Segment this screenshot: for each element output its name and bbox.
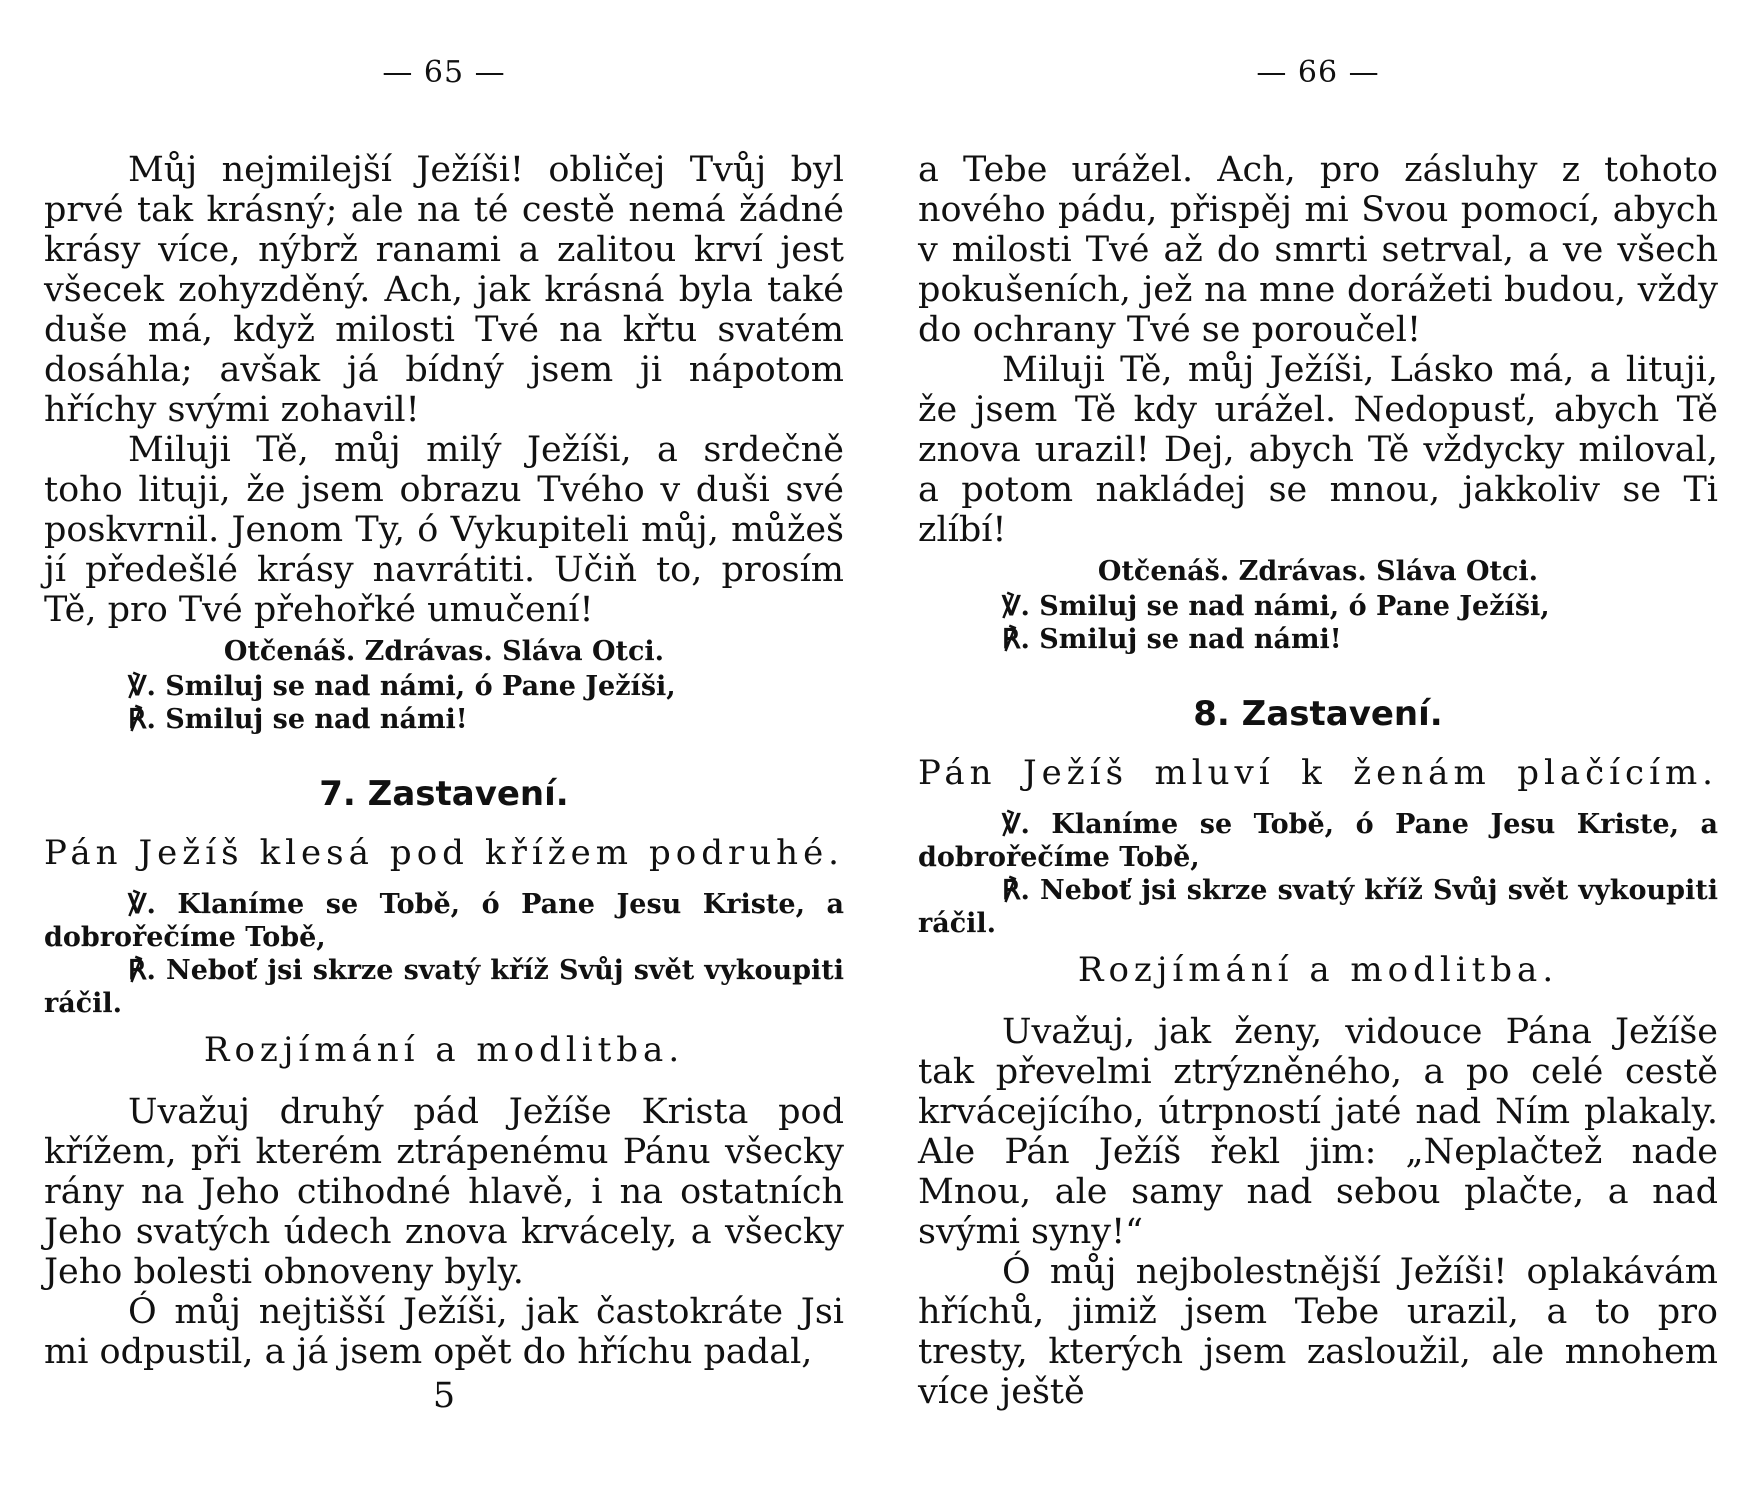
signature-mark: 5 [432, 1376, 456, 1416]
paragraph: a Tebe urážel. Ach, pro zásluhy z tohoto nového pádu, přispěj mi Svou pomocí, abych v milosti Tvé až do smrti setrval, a ve všech pokušeních, jež na mne dorážeti budou, vždy do ochrany Tvé se poroučel! [918, 150, 1718, 350]
meditation-heading: Rozjímání a modlitba. [203, 1030, 685, 1070]
versicle: ℣. Smiluj se nad námi, ó Pane Ježíši, [1002, 591, 1550, 622]
page-number: — 66 — [1256, 55, 1380, 90]
station-subtitle: Pán Ježíš klesá pod křížem podruhé. [44, 833, 844, 873]
intro-versicle: ℣. Klaníme se Tobě, ó Pane Jesu Kriste, a dobrořečíme Tobě, [918, 809, 1718, 873]
intro-response: ℟. Neboť jsi skrze svatý kříž Svůj svět vykoupiti ráčil. [44, 955, 844, 1019]
intro-versicle: ℣. Klaníme se Tobě, ó Pane Jesu Kriste, a dobrořečíme Tobě, [44, 889, 844, 953]
right-page [918, 0, 1718, 1500]
meditation-paragraph: Ó můj nejbolestnější Ježíši! oplakávám hříchů, jimiž jsem Tebe urazil, a to pro tresty, kterých jsem zasloužil, ale mnohem více ještě [918, 1252, 1718, 1412]
page-number: — 65 — [382, 55, 506, 90]
response: ℟. Smiluj se nad námi! [1002, 624, 1342, 655]
meditation-paragraph: Ó můj nejtišší Ježíši, jak častokráte Jsi mi odpustil, a já jsem opět do hříchu padal, [44, 1292, 844, 1372]
meditation-paragraph: Uvažuj, jak ženy, vidouce Pána Ježíše tak převelmi ztrýzněného, a po celé cestě krvácejícího, útrpností jaté nad Ním plakaly. Ale Pán Ježíš řekl jim: „Neplačtež nade Mnou, ale samy nad sebou plačte, a nad svými syny!“ [918, 1012, 1718, 1252]
meditation-heading: Rozjímání a modlitba. [1077, 950, 1559, 990]
paragraph: Můj nejmilejší Ježíši! obličej Tvůj byl prvé tak krásný; ale na té cestě nemá žádné krásy více, nýbrž ranami a zalitou krví jest všecek zohyzděný. Ach, jak krásná byla také duše má, když milosti Tvé na křtu svatém dosáhla; avšak já bídný jsem ji nápotom hříchy svými zohavil! [44, 150, 844, 430]
paragraph: Miluji Tě, můj milý Ježíši, a srdečně toho lituji, že jsem obrazu Tvého v duši své poskvrnil. Jenom Ty, ó Vykupiteli můj, můžeš jí předešlé krásy navrátiti. Učiň to, prosím Tě, pro Tvé přehořké umučení! [44, 430, 844, 630]
station-title: 8. Zastavení. [1193, 694, 1443, 734]
left-page [44, 0, 844, 1500]
response: ℟. Smiluj se nad námi! [128, 704, 468, 735]
versicle: ℣. Smiluj se nad námi, ó Pane Ježíši, [128, 671, 676, 702]
prayer-list: Otčenáš. Zdrávas. Sláva Otci. [223, 636, 665, 667]
station-subtitle: Pán Ježíš mluví k ženám plačícím. [918, 753, 1718, 793]
page-body [918, 150, 1718, 1412]
intro-response: ℟. Neboť jsi skrze svatý kříž Svůj svět vykoupiti ráčil. [918, 875, 1718, 939]
paragraph: Miluji Tě, můj Ježíši, Lásko má, a lituji, že jsem Tě kdy urážel. Nedopusť, abych Tě znova urazil! Dej, abych Tě vždycky miloval, a potom nakládej se mnou, jakkoliv se Ti zlíbí! [918, 350, 1718, 550]
station-title: 7. Zastavení. [319, 774, 569, 814]
page-body [44, 150, 844, 1416]
meditation-paragraph: Uvažuj druhý pád Ježíše Krista pod křížem, při kterém ztrápenému Pánu všecky rány na Jeho ctihodné hlavě, i na ostatních Jeho svatých údech znova krvácely, a všecky Jeho bolesti obnoveny byly. [44, 1092, 844, 1292]
prayer-list: Otčenáš. Zdrávas. Sláva Otci. [1097, 556, 1539, 587]
